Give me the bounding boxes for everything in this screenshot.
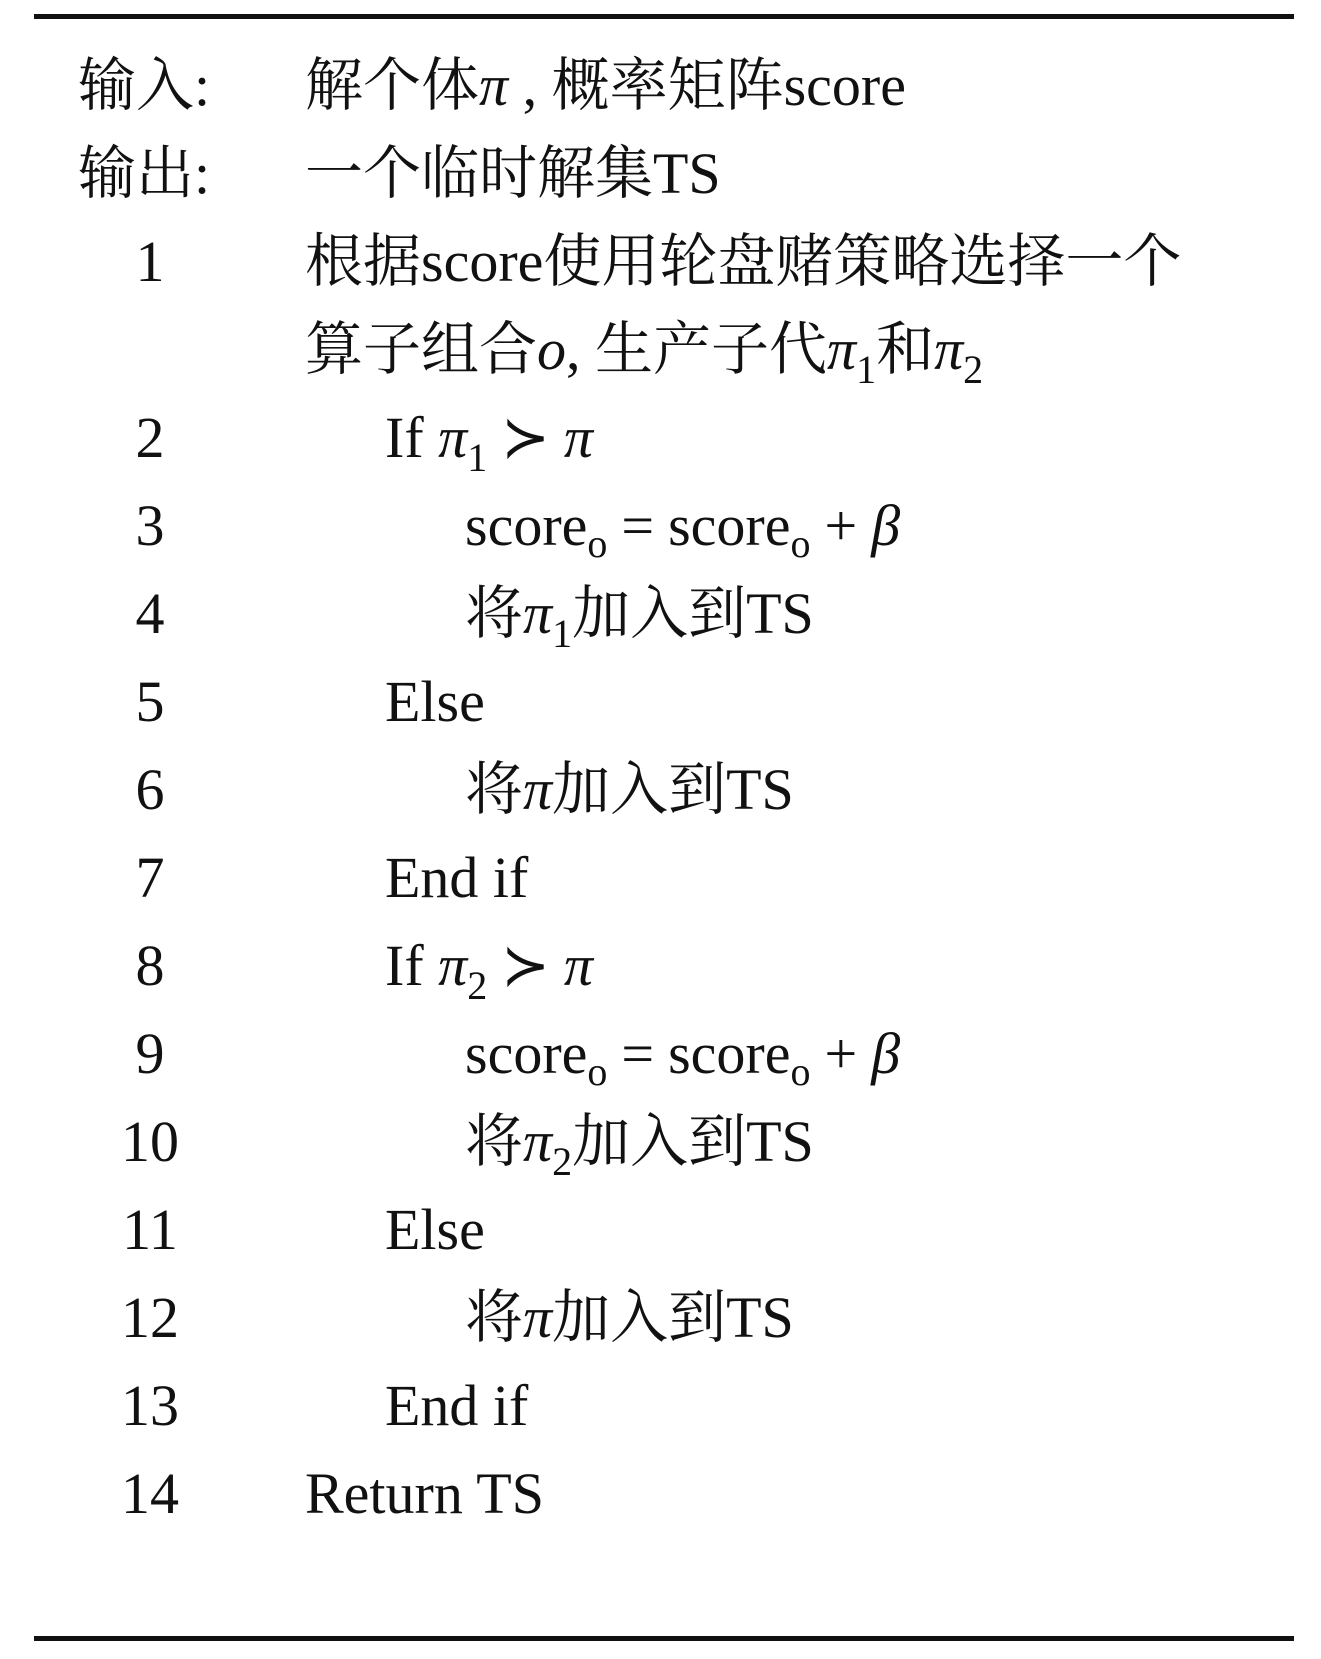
step-number: 12 [121,1285,179,1350]
plus-operator: + [824,1021,858,1086]
subscript: o [587,1049,608,1094]
step-number: 13 [121,1373,179,1438]
step-number: 5 [135,669,165,734]
equals-operator: = [621,493,655,558]
pi-symbol: π [523,1285,553,1350]
step-text-part: 将 [465,581,524,646]
step-text-continuation [305,304,983,396]
keyword: If [385,405,439,470]
operator-o: o [537,317,567,382]
step-row [0,744,1321,836]
step-text [465,1096,814,1188]
beta-symbol: β [871,1021,901,1086]
pi-symbol: π [523,581,553,646]
pi-symbol: π [438,933,468,998]
succ-operator: ≻ [501,933,550,998]
step-number: 4 [135,581,165,646]
step-text [385,920,593,1012]
top-rule [34,14,1294,19]
step-number: 7 [135,845,165,910]
pi-symbol: π [563,933,593,998]
pi-symbol: π [563,405,593,470]
score-term: score [668,493,791,558]
input-row [0,40,1321,132]
step-text-part: 算子组合 [305,317,538,382]
bottom-rule [34,1636,1294,1641]
subscript: 1 [552,611,573,656]
step-text [465,1272,794,1364]
step-number: 3 [135,493,165,558]
pi-symbol: π [523,1109,553,1174]
step-number: 14 [121,1461,179,1526]
step-text-part: 将 [465,1109,524,1174]
subscript: 2 [963,347,984,392]
keyword: Else [385,669,485,734]
step-row [0,832,1321,924]
plus-operator: + [824,493,858,558]
step-number: 6 [135,757,165,822]
subscript: o [587,521,608,566]
subscript: 2 [467,963,488,1008]
step-text-part: 加入到TS [572,1109,814,1174]
keyword: End if [385,1373,529,1438]
pi-symbol: π [523,757,553,822]
subscript: 2 [552,1139,573,1184]
step-text [465,744,794,836]
input-text-prefix: 解个体 [305,53,480,118]
step-row [0,1448,1321,1540]
step-text: 根据score使用轮盘赌策略选择一个 [305,229,1182,294]
step-text [465,480,900,572]
score-term: score [668,1021,791,1086]
step-text [465,1008,900,1100]
step-text [385,392,593,484]
step-row [0,656,1321,748]
step-row-continuation [0,304,1321,396]
input-pi: π [479,53,509,118]
input-text-suffix: , 概率矩阵score [508,53,906,118]
step-row [0,392,1321,484]
succ-operator: ≻ [501,405,550,470]
step-text [465,568,814,660]
input-content [305,40,906,132]
step-number: 9 [135,1021,165,1086]
step-row [0,1184,1321,1276]
step-text-part: 和 [876,317,935,382]
step-number: 1 [135,229,165,294]
step-text-part: 将 [465,1285,524,1350]
output-content: 一个临时解集TS [305,141,721,206]
keyword: Else [385,1197,485,1262]
step-number: 2 [135,405,165,470]
pi-symbol: π [438,405,468,470]
beta-symbol: β [871,493,901,558]
step-row [0,1360,1321,1452]
step-row [0,1096,1321,1188]
subscript: o [790,521,811,566]
keyword: If [385,933,439,998]
input-label: 输入: [78,53,211,118]
step-text-part: 加入到TS [572,581,814,646]
step-row [0,1008,1321,1100]
step-number: 10 [121,1109,179,1174]
step-row [0,920,1321,1012]
pi-symbol: π [827,317,857,382]
output-label: 输出: [78,141,211,206]
subscript: 1 [467,435,488,480]
step-row [0,480,1321,572]
output-row [0,128,1321,220]
step-number: 8 [135,933,165,998]
step-text-part: 将 [465,757,524,822]
equals-operator: = [621,1021,655,1086]
step-number: 11 [122,1197,178,1262]
step-row [0,568,1321,660]
step-row [0,216,1321,308]
step-row [0,1272,1321,1364]
subscript: o [790,1049,811,1094]
pi-symbol: π [934,317,964,382]
step-text-part: , 生产子代 [566,317,828,382]
keyword: End if [385,845,529,910]
score-term: score [465,493,588,558]
step-text-part: 加入到TS [552,1285,794,1350]
keyword: Return TS [305,1461,544,1526]
score-term: score [465,1021,588,1086]
step-text-part: 加入到TS [552,757,794,822]
subscript: 1 [856,347,877,392]
